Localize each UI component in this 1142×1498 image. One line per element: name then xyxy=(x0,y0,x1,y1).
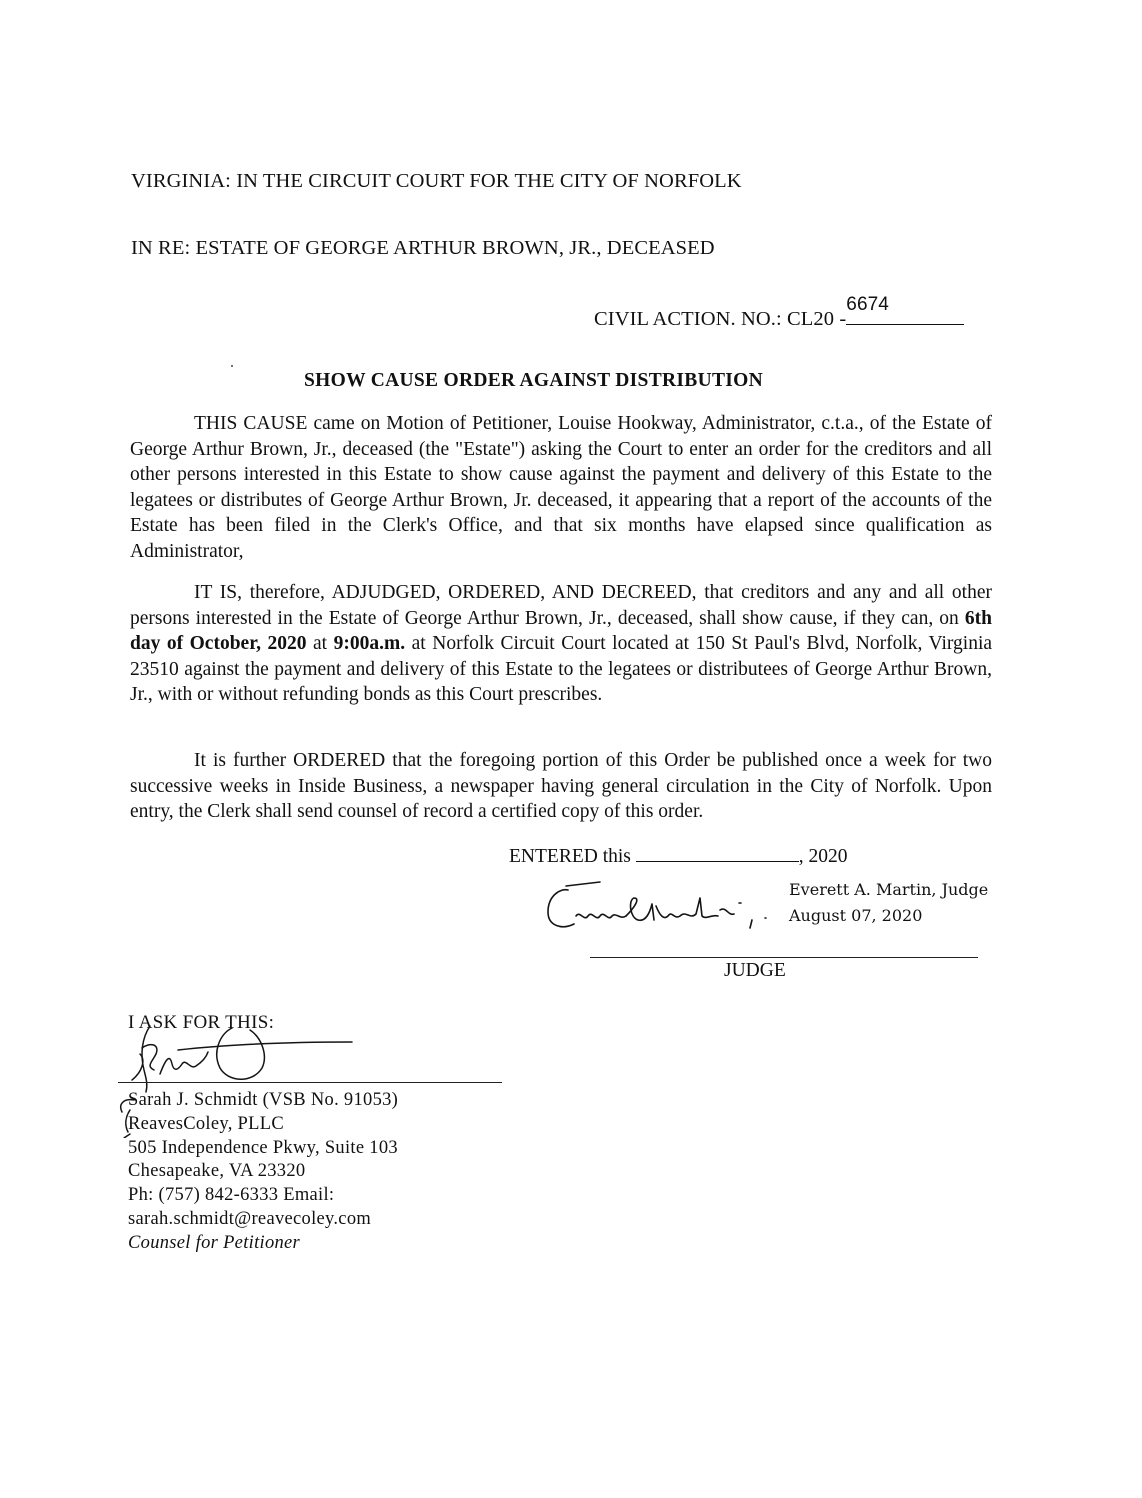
civil-action-number xyxy=(594,294,964,331)
entered-year: , 2020 xyxy=(798,846,848,867)
case-caption: IN RE: ESTATE OF GEORGE ARTHUR BROWN, JR., DECEASED xyxy=(131,237,715,259)
request-heading: I ASK FOR THIS: xyxy=(128,1012,275,1033)
paragraph-publication-text: It is further ORDERED that the foregoing portion of this Order be published once a week for two successive weeks in Inside Business, a newspaper having general circulation in the City of Norfolk. Upon entry, the Clerk shall send counsel of record a certified copy of this order. xyxy=(130,750,992,823)
paragraph-publication xyxy=(130,748,992,825)
attorney-email: sarah.schmidt@reavecoley.com xyxy=(128,1208,372,1229)
entered-date-blank xyxy=(636,841,799,862)
hearing-time: 9:00a.m. xyxy=(333,633,406,655)
entered-line xyxy=(509,841,848,868)
hearing-date: 6th day of October, 2020 xyxy=(130,607,992,655)
civil-action-handwritten-number: 6674 xyxy=(846,294,889,315)
attorney-city: Chesapeake, VA 23320 xyxy=(128,1161,306,1182)
judge-signature-line xyxy=(590,957,978,958)
speck xyxy=(231,365,233,367)
paragraph-motion-text: THIS CAUSE came on Motion of Petitioner, Louise Hookway, Administrator, c.t.a., of the Estate of George Arthur Brown, Jr., deceased (the "Estate") asking the Court to enter an order for the creditors and all other persons interested in this Estate to show cause against the payment and delivery of this Estate to the legatees or distributes of George Arthur Brown, Jr. deceased, it appearing that a report of the accounts of the Estate has been filed in the Clerk's Office, and that six months have elapsed since qualification as Administrator, xyxy=(130,413,992,562)
attorney-role: Counsel for Petitioner xyxy=(128,1232,301,1253)
paragraph-decree-text-a: IT IS, therefore, ADJUDGED, ORDERED, AND DECREED, that creditors and any and all other persons interested in the Estate of George Arthur Brown, Jr., deceased, shall show cause, if they can, on xyxy=(130,582,992,629)
court-header: VIRGINIA: IN THE CIRCUIT COURT FOR THE CITY OF NORFOLK xyxy=(131,170,742,192)
attorney-name: Sarah J. Schmidt (VSB No. 91053) xyxy=(128,1090,399,1110)
paragraph-decree-at: at xyxy=(313,633,328,655)
judge-stamp-name: Everett A. Martin, Judge xyxy=(789,880,989,899)
paragraph-decree-text-b: at Norfolk Circuit Court located at 150 St Paul's Blvd, Norfolk, Virginia 23510 against the payment and delivery of this Estate to the legatees or distributees of George Arthur Brown, Jr., with or without refunding bonds as this Court prescribes. xyxy=(130,633,993,706)
civil-action-blank xyxy=(846,294,964,325)
judge-signature xyxy=(540,876,780,940)
paragraph-motion xyxy=(130,411,992,565)
attorney-phone: Ph: (757) 842-6333 Email: xyxy=(128,1185,335,1206)
paragraph-decree xyxy=(130,580,992,708)
attorney-firm: ReavesColey, PLLC xyxy=(128,1113,284,1134)
judge-stamp-date: August 07, 2020 xyxy=(789,906,923,925)
judge-label: JUDGE xyxy=(724,960,786,981)
attorney-address: 505 Independence Pkwy, Suite 103 xyxy=(128,1137,398,1158)
attorney-block xyxy=(128,1089,398,1256)
attorney-signature-line xyxy=(118,1082,502,1083)
civil-action-label: CIVIL ACTION. NO.: CL20 - xyxy=(594,308,847,330)
document-title: SHOW CAUSE ORDER AGAINST DISTRIBUTION xyxy=(304,370,763,391)
entered-prefix: ENTERED this xyxy=(509,846,631,867)
